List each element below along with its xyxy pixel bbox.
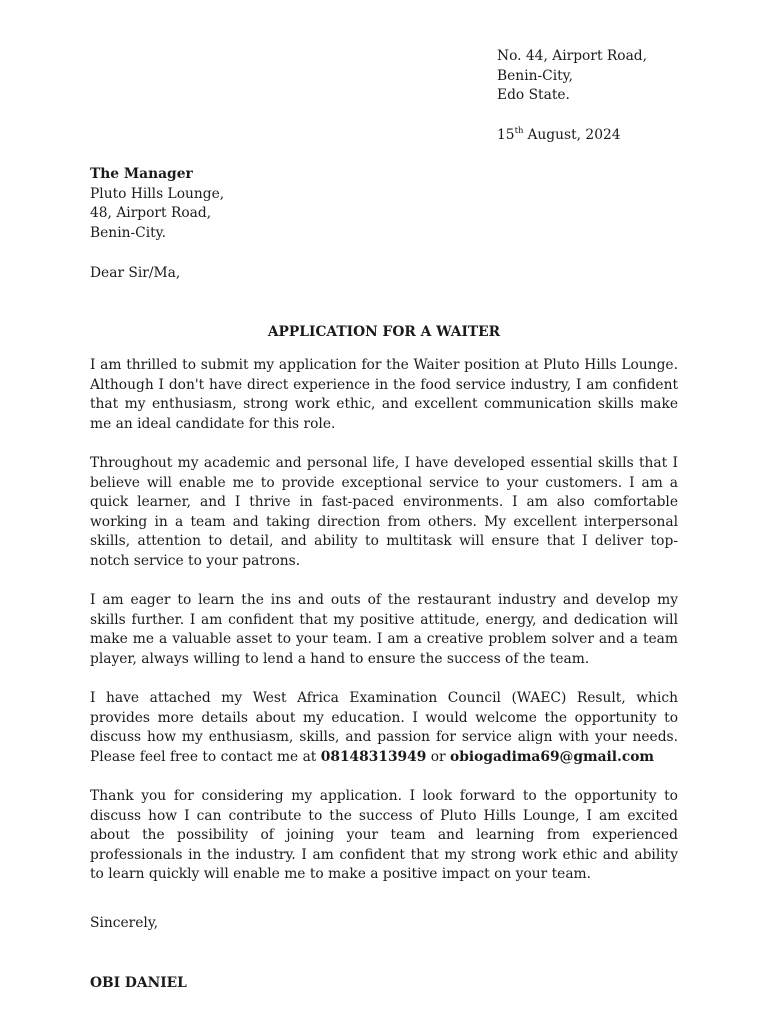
body-paragraph: I am eager to learn the ins and outs of the restaurant industry and develop my skills further. I am confident that my positive attitude, energy, and dedication will make me a valuable asset to your team. I am a creative problem solver and a team player, always willing to lend a hand to ensure the success of the team. bbox=[90, 592, 678, 667]
sender-address-line: Edo State. bbox=[497, 87, 570, 104]
date-month-year: August, 2024 bbox=[527, 127, 621, 143]
recipient-address-line: Benin-City. bbox=[90, 224, 167, 241]
date-day: 15 bbox=[497, 127, 515, 143]
contact-paragraph bbox=[90, 689, 678, 767]
recipient-address bbox=[90, 165, 390, 243]
contact-connector: or bbox=[430, 748, 446, 765]
sign-off: Sincerely, bbox=[90, 915, 159, 931]
signature-name: OBI DANIEL bbox=[90, 975, 187, 991]
date-ordinal-suffix: th bbox=[514, 126, 524, 136]
closing-paragraph: Thank you for considering my application. I look forward to the opportunity to discuss how I can contribute to the success of Pluto Hills Lounge, I am excited about the possibility of joining your team and learning from experienced professionals in the industry. I am confident that my strong work ethic and ability to learn quickly will enable me to make a positive impact on your team. bbox=[90, 788, 678, 883]
recipient-address-line: Pluto Hills Lounge, bbox=[90, 185, 225, 202]
recipient-title: The Manager bbox=[90, 166, 193, 182]
letter-body bbox=[90, 356, 678, 905]
body-paragraph: Throughout my academic and personal life, I have developed essential skills that I believe will enable me to provide exceptional service to your customers. I am a quick learner, and I thrive in fast-paced environments. I am also comfortable working in a team and taking direction from others. My excellent interpersonal skills, attention to detail, and ability to multitask will ensure that I deliver top-notch service to your patrons. bbox=[90, 454, 678, 569]
letter-subject: APPLICATION FOR A WAITER bbox=[267, 324, 501, 340]
sender-address bbox=[497, 47, 737, 106]
body-paragraph: I am thrilled to submit my application for the Waiter position at Pluto Hills Lounge. Although I don't have direct experience in the food service industry, I am confident that my enthusiasm, strong work ethic, and excellent communication skills make me an ideal candidate for this role. bbox=[90, 357, 678, 432]
email-address: obiogadima69@gmail.com bbox=[450, 748, 655, 765]
letter-date bbox=[497, 126, 737, 146]
phone-number: 08148313949 bbox=[320, 748, 427, 765]
sender-address-line: No. 44, Airport Road, bbox=[497, 48, 648, 64]
recipient-address-line: 48, Airport Road, bbox=[90, 205, 212, 222]
salutation: Dear Sir/Ma, bbox=[90, 265, 181, 281]
sender-address-line: Benin-City, bbox=[497, 67, 574, 84]
contact-paragraph-text: I have attached my West Africa Examination Council (WAEC) Result, which provides more details about my education. I would welcome the opportunity to discuss how my enthusiasm, skills, and passion for service align with your needs. Please feel free to contact me at bbox=[90, 690, 678, 765]
